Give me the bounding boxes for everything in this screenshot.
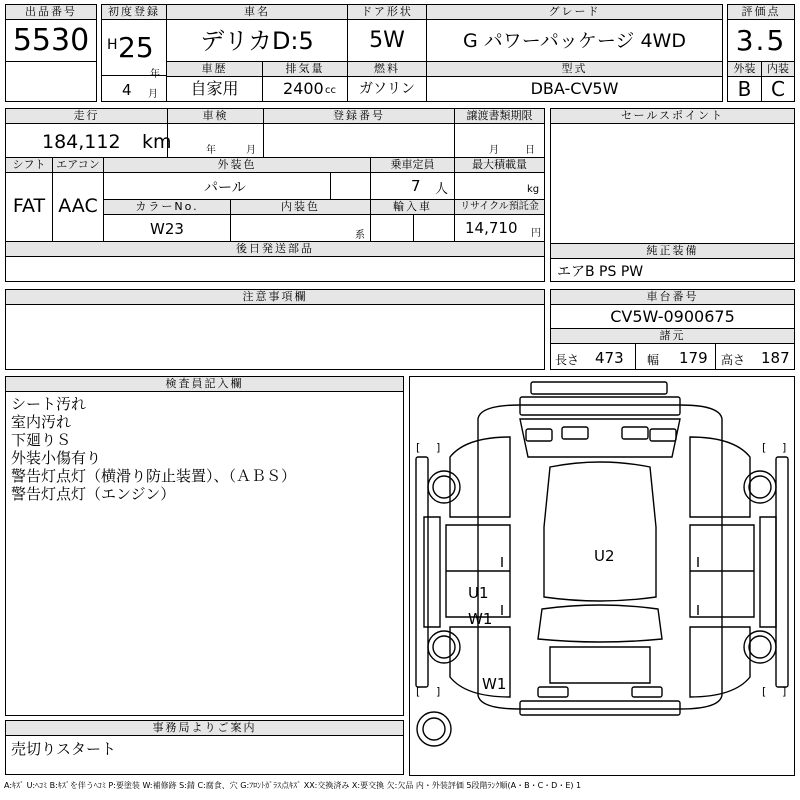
svg-text:[: [ (762, 441, 767, 454)
displacement-unit: cc (325, 85, 336, 96)
exterior-color-label: 外装色 (104, 158, 370, 173)
color-number-label: カラーNo. (104, 200, 230, 215)
transfer-deadline-label: 譲渡書類期限 (455, 109, 544, 124)
max-load-cell (454, 157, 545, 200)
mileage: 184,112 (42, 131, 121, 153)
svg-text:]: ] (782, 441, 787, 454)
month-suffix: 月 (148, 89, 158, 100)
legend-line: A:ｷｽﾞ U:ﾍｺﾐ B:ｷｽﾞを伴うﾍｺﾐ P:要塗装 W:補修跡 S:錆 C:腐食、穴 G:ﾌﾛﾝﾄｶﾞﾗｽ点ｷｽﾞ XX:交換済み X:要交換 欠:欠品 内・外装評価 5段階ﾗﾝｸ順(A・B・C・D・E) 1 (4, 781, 582, 790)
svg-text:]: ] (436, 441, 441, 454)
interior-color-label: 内装色 (231, 200, 370, 215)
door-type: 5W (369, 28, 405, 53)
svg-text:]: ] (782, 685, 787, 698)
interior-color-cell (230, 199, 371, 242)
max-load-label: 最大積載量 (455, 158, 544, 173)
inspector-note: 外装小傷有り (11, 449, 102, 467)
svg-text:[: [ (762, 685, 767, 698)
width: 179 (679, 349, 708, 367)
history-label: 車歴 (167, 62, 262, 77)
ac-label: エアコン (53, 158, 103, 173)
displacement: 2400 (283, 79, 324, 98)
equipment-cell (550, 243, 795, 282)
length-label: 長さ (555, 353, 580, 367)
exterior-color-cell (103, 157, 371, 200)
score-cell (727, 4, 795, 62)
notes-label: 注意事項欄 (6, 290, 544, 305)
import-cell (370, 199, 455, 242)
car-name-cell (166, 4, 348, 62)
dimensions-label: 諸元 (551, 329, 794, 344)
air-conditioner: AAC (58, 195, 98, 217)
displacement-cell (262, 61, 348, 102)
fuel-cell (347, 61, 427, 102)
damage-mark-u2: U2 (594, 547, 615, 565)
inspection-cell (167, 108, 264, 158)
fuel: ガソリン (359, 81, 415, 97)
first-registration-label: 初度登録 (102, 5, 166, 20)
car-name-label: 車名 (167, 5, 347, 20)
capacity-unit: 人 (435, 182, 449, 197)
exterior-grade-label: 外装 (728, 62, 761, 77)
height-label: 高さ (721, 353, 746, 367)
door-cell (347, 4, 427, 62)
ac-cell (52, 157, 104, 242)
recycle-deposit: 14,710 (465, 219, 518, 237)
score-label: 評価点 (728, 5, 794, 20)
inspector-note: 警告灯点灯（横滑り防止装置）、（ＡＢＳ） (11, 467, 297, 485)
door-label: ドア形状 (348, 5, 426, 20)
import-label: 輸入車 (371, 200, 454, 215)
capacity-cell (370, 157, 455, 200)
year-suffix: 年 (150, 69, 160, 80)
interior-color-unit: 系 (355, 230, 365, 241)
grade-label: グレード (427, 5, 722, 20)
exterior-color: パール (204, 180, 246, 196)
color-number: W23 (150, 220, 184, 238)
recycle-unit: 円 (531, 228, 541, 239)
grade: G パワーパッケージ 4WD (463, 30, 686, 52)
lot-number-cell (5, 4, 97, 62)
car-name: デリカD:5 (200, 27, 314, 55)
inspection-year-suffix: 年 (206, 145, 216, 156)
recycle-deposit-cell (454, 199, 545, 242)
chassis-number: CV5W-0900675 (610, 307, 735, 326)
registration-number-cell (263, 108, 455, 158)
lot-number-label: 出品番号 (6, 5, 96, 20)
car-outline-diagram (410, 377, 794, 775)
svg-text:[: [ (416, 441, 421, 454)
grade-cell (426, 4, 723, 62)
chassis-cell (550, 289, 795, 329)
color-number-cell (103, 199, 231, 242)
lot-number: 5530 (12, 23, 90, 58)
inspector-note: シート汚れ (11, 395, 87, 413)
later-parts-label: 後日発送部品 (6, 242, 544, 257)
length: 473 (595, 349, 624, 367)
mileage-label: 走行 (6, 109, 167, 124)
transfer-deadline-cell (454, 108, 545, 158)
mileage-cell (5, 108, 172, 158)
transfer-month-suffix: 月 (489, 145, 499, 156)
shift-cell (5, 157, 53, 242)
model-label: 型式 (427, 62, 722, 77)
history-cell (166, 61, 263, 102)
sales-point-label: セールスポイント (551, 109, 794, 124)
damage-mark-w1-rear: W1 (482, 675, 507, 693)
car-damage-diagram (409, 376, 795, 776)
office-notice-label: 事務局よりご案内 (6, 721, 403, 736)
max-load-unit: kg (527, 184, 540, 195)
transfer-day-suffix: 日 (525, 145, 535, 156)
equipment-label: 純正装備 (551, 244, 794, 259)
interior-grade-label: 内装 (762, 62, 794, 77)
svg-text:[: [ (416, 685, 421, 698)
svg-text:]: ] (436, 685, 441, 698)
width-label: 幅 (647, 353, 660, 367)
chassis-label: 車台番号 (551, 290, 794, 305)
lot-blank-cell (5, 61, 97, 102)
model-cell (426, 61, 723, 102)
inspection-month-suffix: 月 (246, 145, 256, 156)
capacity-label: 乗車定員 (371, 158, 454, 173)
inspector-notes-list (11, 395, 296, 503)
displacement-label: 排気量 (263, 62, 347, 77)
height: 187 (761, 349, 790, 367)
registration-number-label: 登録番号 (264, 109, 454, 124)
registration-month: 4 (122, 81, 132, 99)
first-registration-cell (101, 4, 167, 102)
model-code: DBA-CV5W (530, 79, 619, 98)
office-notice: 売切りスタート (11, 740, 117, 758)
inspector-notes-cell (5, 376, 404, 716)
recycle-deposit-label: リサイクル預託金 (455, 200, 544, 215)
mileage-unit: km (142, 131, 172, 153)
damage-mark-w1-side: W1 (468, 610, 493, 628)
interior-grade: C (771, 77, 785, 101)
inspection-label: 車検 (168, 109, 263, 124)
fuel-label: 燃料 (348, 62, 426, 77)
office-notice-cell (5, 720, 404, 775)
sales-point-cell (550, 108, 795, 244)
later-parts-cell (5, 241, 545, 282)
interior-grade-cell (761, 61, 795, 102)
dimensions-cell (550, 328, 795, 370)
equipment: エアB PS PW (557, 264, 644, 280)
inspector-note: 下廻りＳ (11, 431, 72, 449)
exterior-grade: B (737, 77, 752, 101)
notes-cell (5, 289, 545, 370)
damage-mark-u1: U1 (468, 584, 489, 602)
score: 3.5 (735, 24, 787, 57)
era: H (107, 37, 118, 53)
capacity: 7 (411, 177, 421, 195)
shift: FAT (12, 195, 46, 217)
inspector-notes-label: 検査員記入欄 (6, 377, 403, 392)
history: 自家用 (190, 79, 239, 98)
shift-label: シフト (6, 158, 52, 173)
exterior-grade-cell (727, 61, 762, 102)
inspector-note: 警告灯点灯（エンジン） (11, 485, 176, 503)
inspector-note: 室内汚れ (11, 413, 72, 431)
registration-year: 25 (118, 31, 154, 64)
